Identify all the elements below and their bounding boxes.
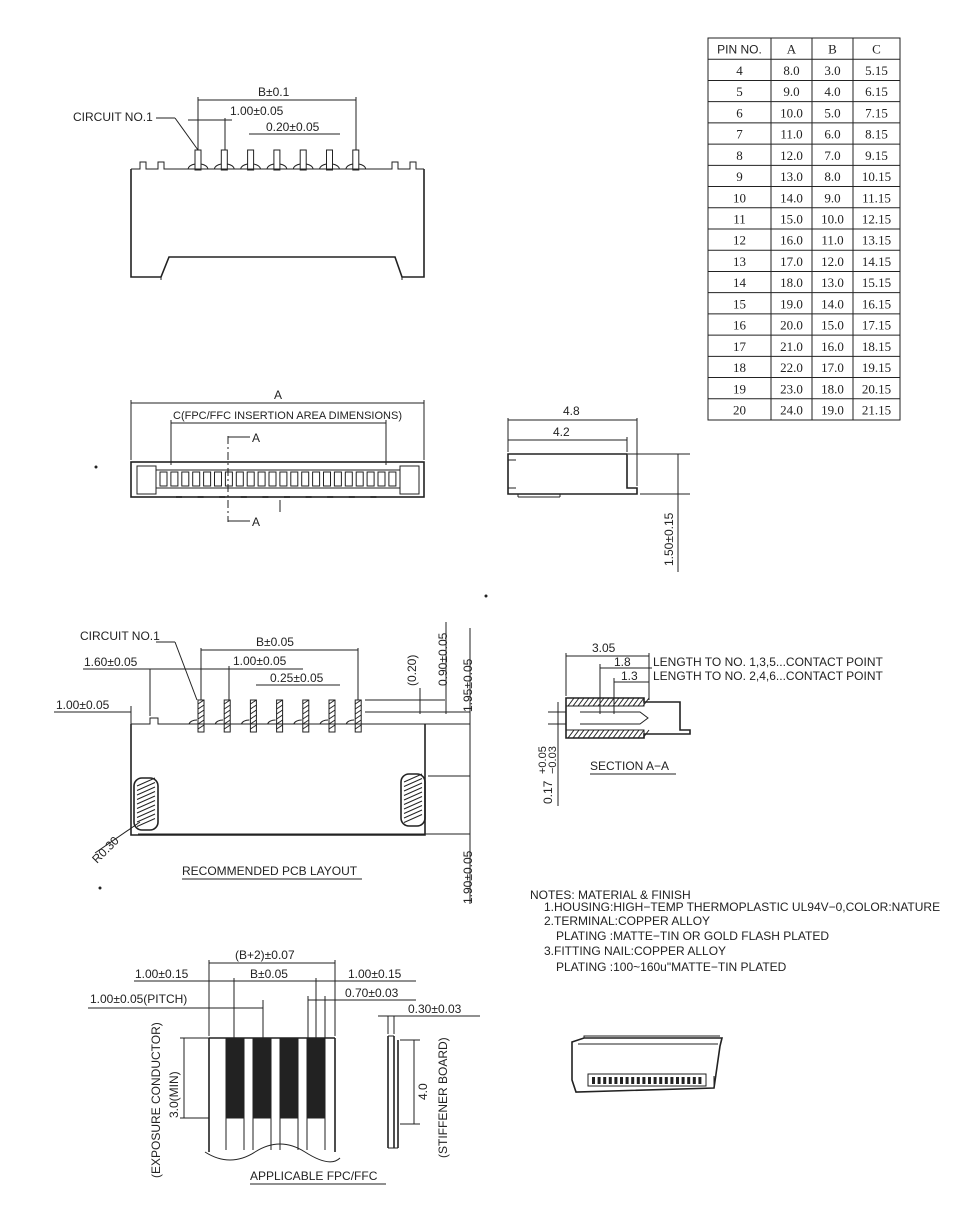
nail-hatch <box>404 779 422 787</box>
contact-slot <box>182 472 189 486</box>
contact-slot <box>356 472 363 486</box>
nail-hatch <box>404 806 422 814</box>
pin-notch <box>333 164 340 169</box>
pad-notch <box>346 720 354 724</box>
terminal-pin <box>195 150 201 170</box>
pcb-dim-pad-width-label: 0.25±0.05 <box>270 671 324 685</box>
nail-hatch <box>404 797 422 805</box>
contact-slot <box>334 472 341 486</box>
table-cell: 13.15 <box>861 232 892 248</box>
section-hatch-line <box>623 698 629 706</box>
terminal-pin <box>221 150 227 170</box>
notes-title: NOTES: MATERIAL & FINISH <box>530 888 691 902</box>
stray-mark <box>485 595 487 597</box>
table-cell: 13 <box>733 253 746 269</box>
table-cell: 17.0 <box>821 360 844 376</box>
dim-a-label: A <box>274 388 283 402</box>
pad-hatch <box>198 715 204 719</box>
pad-hatch <box>329 700 335 704</box>
pad-hatch <box>303 710 309 714</box>
fpc-conductor <box>280 1038 298 1118</box>
pad-hatch <box>277 705 283 709</box>
table-cell: 16 <box>733 317 746 333</box>
table-cell: 15.15 <box>861 275 892 291</box>
table-cell: 16.0 <box>821 338 844 354</box>
material-notes <box>530 888 940 974</box>
pcb-dim-b-label: B±0.05 <box>256 635 294 649</box>
table-cell: 11 <box>733 211 746 227</box>
front-view <box>131 388 424 529</box>
iso-contact <box>659 1077 662 1084</box>
fpc-title: APPLICABLE FPC/FFC <box>250 1169 378 1183</box>
pad-hatch <box>224 700 230 704</box>
pad-hatch <box>303 720 309 724</box>
pad-hatch <box>250 715 256 719</box>
table-cell: 19.15 <box>861 360 892 376</box>
pad-hatch <box>329 710 335 714</box>
iso-contact <box>682 1077 685 1084</box>
iso-contact <box>698 1077 701 1084</box>
section-hatch-line <box>578 730 584 738</box>
iso-contact <box>592 1077 595 1084</box>
pcb-radius-label: R0.30 <box>89 833 122 867</box>
table-cell: 18.0 <box>821 381 844 397</box>
table-cell: 16.15 <box>861 296 892 312</box>
table-cell: 12.0 <box>780 147 803 163</box>
pin-notch <box>306 164 313 169</box>
contact-slot <box>215 472 222 486</box>
iso-contact <box>626 1077 629 1084</box>
table-cell: 20.15 <box>861 381 892 397</box>
table-cell: 23.0 <box>780 381 803 397</box>
pad-hatch <box>224 710 230 714</box>
pad-hatch <box>198 710 204 714</box>
pin-notch <box>280 164 287 169</box>
pcb-layout <box>54 622 475 904</box>
table-cell: 6.15 <box>865 84 888 100</box>
pin-notch <box>293 164 300 169</box>
pad-hatch <box>303 700 309 704</box>
section-hatch-line <box>598 730 604 738</box>
table-cell: 8.15 <box>865 126 888 142</box>
pad-hatch <box>355 720 361 724</box>
applicable-fpc <box>88 948 480 1184</box>
table-cell: 5.15 <box>865 62 888 78</box>
pin-dimension-table <box>708 38 900 420</box>
section-hatch-line <box>583 730 589 738</box>
contact-slot <box>204 472 211 486</box>
pad-hatch <box>329 705 335 709</box>
sec-dim-2-label: 1.8 <box>614 655 631 669</box>
table-header-cell: A <box>786 41 797 57</box>
nail-hatch <box>137 810 155 818</box>
pad-notch <box>294 720 302 724</box>
iso-contact <box>670 1077 673 1084</box>
section-hatch-line <box>603 698 609 706</box>
pad-notch <box>215 720 223 724</box>
contact-slot <box>345 472 352 486</box>
section-mark-top: A <box>252 431 261 445</box>
dim-b-label: B±0.1 <box>258 85 290 99</box>
pad-hatch <box>277 720 283 724</box>
table-cell: 10.15 <box>861 169 892 185</box>
contact-slot <box>367 472 374 486</box>
pcb-dim-ref-label: (0.20) <box>405 654 419 686</box>
pad-hatch <box>250 705 256 709</box>
contact-slot <box>236 472 243 486</box>
contact-slot <box>313 472 320 486</box>
section-hatch-line <box>613 730 619 738</box>
fpc-stiffener-label: (STIFFENER BOARD) <box>436 1037 450 1158</box>
top-view <box>73 85 424 280</box>
section-hatch-line <box>633 730 639 738</box>
pad-hatch <box>277 710 283 714</box>
contact-slot <box>324 472 331 486</box>
table-cell: 19.0 <box>780 296 803 312</box>
iso-contact <box>676 1077 679 1084</box>
section-hatch-line <box>593 698 599 706</box>
section-hatch-line <box>608 730 614 738</box>
pad-hatch <box>224 715 230 719</box>
iso-contact <box>631 1077 634 1084</box>
section-hatch-line <box>593 730 599 738</box>
pad-hatch <box>198 720 204 724</box>
pin-notch <box>254 164 261 169</box>
section-hatch-line <box>578 698 584 706</box>
notes-line-5: PLATING :100~160u"MATTE−TIN PLATED <box>556 960 787 974</box>
iso-contact <box>654 1077 657 1084</box>
iso-contact <box>687 1077 690 1084</box>
iso-contact <box>603 1077 606 1084</box>
section-hatch-line <box>618 698 624 706</box>
contact-slot <box>160 472 167 486</box>
nail-hatch <box>137 801 155 809</box>
contact-slot <box>302 472 309 486</box>
sec-dim-thick-label: 0.17 <box>541 780 555 804</box>
notes-line-1: 1.HOUSING:HIGH−TEMP THERMOPLASTIC UL94V−0,COLOR:NATURE <box>544 900 941 914</box>
table-cell: 12 <box>733 232 746 248</box>
pcb-dim-pad-len-label: 0.90±0.05 <box>436 632 450 686</box>
pad-hatch <box>224 720 230 724</box>
contact-slot <box>193 472 200 486</box>
table-cell: 17.15 <box>861 317 892 333</box>
table-cell: 10.0 <box>780 105 803 121</box>
nail-hatch <box>404 774 422 782</box>
fpc-dim-thick-label: 0.30±0.03 <box>408 1002 462 1016</box>
table-cell: 6.0 <box>824 126 841 142</box>
table-cell: 17.0 <box>780 253 803 269</box>
pad-hatch <box>224 725 230 729</box>
nail-hatch <box>137 805 155 813</box>
pad-hatch <box>224 705 230 709</box>
table-cell: 9.15 <box>865 147 888 163</box>
fpc-exposure-label-1: (EXPOSURE CONDUCTOR) <box>149 1022 163 1178</box>
table-cell: 11.15 <box>862 190 891 206</box>
sec-dim-1-label: 3.05 <box>592 641 616 655</box>
sec-dim-3-label: 1.3 <box>621 669 638 683</box>
iso-contact <box>693 1077 696 1084</box>
table-cell: 24.0 <box>780 402 803 418</box>
pin-notch <box>188 164 195 169</box>
sec-tol-plus: +0.05 <box>537 746 549 774</box>
table-cell: 20.0 <box>780 317 803 333</box>
sec-tol-minus: −0.03 <box>547 746 559 774</box>
section-hatch-line <box>588 730 594 738</box>
nail-hatch <box>137 783 155 791</box>
table-cell: 13.0 <box>780 169 803 185</box>
nail-hatch <box>404 815 422 823</box>
dim-pitch-label: 1.00±0.05 <box>230 104 284 118</box>
pad-notch <box>320 720 328 724</box>
contact-slot <box>378 472 385 486</box>
sec-note-2: LENGTH TO NO. 2,4,6...CONTACT POINT <box>653 669 883 683</box>
table-cell: 15.0 <box>780 211 803 227</box>
pin-notch <box>320 164 327 169</box>
side-view <box>508 404 690 572</box>
table-cell: 10 <box>733 190 746 206</box>
section-hatch-line <box>568 730 574 738</box>
table-header-cell: PIN NO. <box>717 42 762 57</box>
table-cell: 15.0 <box>821 317 844 333</box>
section-hatch-line <box>573 730 579 738</box>
contact-slot <box>269 472 276 486</box>
pad-notch <box>189 720 197 724</box>
section-aa-title: SECTION A−A <box>590 759 670 773</box>
fpc-dim-left-label: 1.00±0.15 <box>135 967 189 981</box>
table-cell: 16.0 <box>780 232 803 248</box>
table-header-cell: C <box>872 41 881 57</box>
iso-contact <box>598 1077 601 1084</box>
pad-hatch <box>250 725 256 729</box>
table-cell: 19 <box>733 381 746 397</box>
pad-notch <box>241 720 249 724</box>
table-cell: 8.0 <box>824 169 841 185</box>
sec-note-1: LENGTH TO NO. 1,3,5...CONTACT POINT <box>653 655 883 669</box>
pad-hatch <box>303 705 309 709</box>
notes-line-4: 3.FITTING NAIL:COPPER ALLOY <box>544 944 727 958</box>
pcb-dim-left-margin-label: 1.60±0.05 <box>84 655 138 669</box>
section-mark-bottom: A <box>252 515 261 529</box>
contact-slot <box>225 472 232 486</box>
fpc-dim-b-label: B±0.05 <box>250 967 288 981</box>
contact-slot <box>258 472 265 486</box>
iso-contact <box>665 1077 668 1084</box>
pad-hatch <box>198 725 204 729</box>
fpc-conductor <box>253 1038 271 1118</box>
fpc-conductor <box>226 1038 244 1118</box>
table-header-cell: B <box>828 41 837 57</box>
table-cell: 7.0 <box>824 147 841 163</box>
table-cell: 18.15 <box>861 338 892 354</box>
pcb-dim-pitch-label: 1.00±0.05 <box>233 654 287 668</box>
section-hatch-line <box>583 698 589 706</box>
pad-hatch <box>329 715 335 719</box>
table-cell: 9.0 <box>824 190 841 206</box>
section-aa <box>537 641 883 806</box>
nail-hatch <box>404 801 422 809</box>
section-hatch-line <box>633 698 639 706</box>
pad-hatch <box>303 715 309 719</box>
terminal-pin <box>248 150 254 170</box>
table-cell: 11.0 <box>821 232 844 248</box>
pad-hatch <box>303 725 309 729</box>
iso-contact <box>609 1077 612 1084</box>
table-cell: 18 <box>733 360 746 376</box>
pad-hatch <box>355 700 361 704</box>
iso-contact <box>614 1077 617 1084</box>
section-hatch-line <box>603 730 609 738</box>
nail-hatch <box>137 787 155 795</box>
pad-hatch <box>198 700 204 704</box>
terminal-pin <box>353 150 359 170</box>
pad-notch <box>268 720 276 724</box>
nail-hatch <box>404 810 422 818</box>
section-hatch-line <box>608 698 614 706</box>
pad-hatch <box>250 710 256 714</box>
fpc-stiffener-len-label: 4.0 <box>416 1083 430 1100</box>
circuit-no-label-top: CIRCUIT NO.1 <box>73 110 153 124</box>
terminal-pin <box>274 150 280 170</box>
nail-hatch <box>137 814 155 822</box>
section-hatch-line <box>628 730 634 738</box>
fpc-dim-right-label: 1.00±0.15 <box>348 967 402 981</box>
pcb-dim-pad-total-label: 1.95±0.05 <box>461 658 475 712</box>
table-cell: 9.0 <box>783 84 800 100</box>
pad-hatch <box>329 725 335 729</box>
table-cell: 8 <box>736 147 743 163</box>
contact-slot <box>291 472 298 486</box>
pcb-dim-nail-label: 1.90±0.05 <box>461 850 475 904</box>
terminal-pin <box>327 150 333 170</box>
pcb-circuit-no-label: CIRCUIT NO.1 <box>80 629 160 643</box>
dim-c-label: C(FPC/FFC INSERTION AREA DIMENSIONS) <box>173 410 402 422</box>
table-cell: 13.0 <box>821 275 844 291</box>
pin-notch <box>201 164 208 169</box>
section-hatch-line <box>573 698 579 706</box>
fpc-dim-total-label: (B+2)±0.07 <box>235 948 295 962</box>
notes-line-3: PLATING :MATTE−TIN OR GOLD FLASH PLATED <box>556 929 830 943</box>
table-cell: 21.15 <box>861 402 892 418</box>
pin-notch <box>241 164 248 169</box>
table-cell: 4 <box>736 62 743 78</box>
pin-notch <box>227 164 234 169</box>
pad-hatch <box>277 700 283 704</box>
table-cell: 5 <box>736 84 743 100</box>
table-cell: 21.0 <box>780 338 803 354</box>
nail-hatch <box>404 788 422 796</box>
iso-contact <box>620 1077 623 1084</box>
section-hatch-line <box>598 698 604 706</box>
table-cell: 14.0 <box>821 296 844 312</box>
nail-hatch <box>137 792 155 800</box>
section-hatch-line <box>568 698 574 706</box>
stray-mark <box>95 466 97 468</box>
fpc-dim-pitch-label: 1.00±0.05(PITCH) <box>90 992 188 1006</box>
nail-hatch <box>137 778 155 786</box>
table-cell: 7.15 <box>865 105 888 121</box>
dim-depth-inner-label: 4.2 <box>553 425 570 439</box>
pcb-dim-edge-label: 1.00±0.05 <box>56 698 110 712</box>
table-cell: 15 <box>733 296 746 312</box>
iso-contact <box>648 1077 651 1084</box>
pad-hatch <box>250 700 256 704</box>
pin-notch <box>267 164 274 169</box>
table-cell: 22.0 <box>780 360 803 376</box>
table-cell: 11.0 <box>780 126 803 142</box>
pin-notch <box>359 164 366 169</box>
pad-hatch <box>355 705 361 709</box>
pad-hatch <box>277 715 283 719</box>
table-cell: 10.0 <box>821 211 844 227</box>
table-cell: 8.0 <box>783 62 800 78</box>
pad-hatch <box>250 720 256 724</box>
table-cell: 17 <box>733 338 746 354</box>
table-cell: 6 <box>736 105 743 121</box>
section-hatch-line <box>638 730 644 738</box>
section-hatch-line <box>628 698 634 706</box>
table-cell: 3.0 <box>824 62 841 78</box>
section-hatch-line <box>588 698 594 706</box>
nail-hatch <box>404 783 422 791</box>
stray-mark <box>99 887 101 889</box>
table-cell: 20 <box>733 402 746 418</box>
dim-height-label: 1.50±0.15 <box>662 512 676 566</box>
section-hatch-line <box>623 730 629 738</box>
section-hatch-line <box>638 698 644 706</box>
fpc-conductor <box>307 1038 325 1118</box>
pad-hatch <box>355 715 361 719</box>
iso-contact <box>637 1077 640 1084</box>
pad-hatch <box>277 725 283 729</box>
contact-slot <box>247 472 254 486</box>
notes-line-2: 2.TERMINAL:COPPER ALLOY <box>544 914 711 928</box>
table-cell: 18.0 <box>780 275 803 291</box>
contact-slot <box>389 472 396 486</box>
nail-hatch <box>137 796 155 804</box>
pin-notch <box>214 164 221 169</box>
contact-slot <box>171 472 178 486</box>
pin-notch <box>346 164 353 169</box>
pcb-layout-title: RECOMMENDED PCB LAYOUT <box>182 864 358 878</box>
fpc-dim-width-label: 0.70±0.03 <box>345 986 399 1000</box>
fpc-exposure-label-2: 3.0(MIN) <box>167 1071 181 1118</box>
table-cell: 12.0 <box>821 253 844 269</box>
table-cell: 14.15 <box>861 253 892 269</box>
iso-contact <box>642 1077 645 1084</box>
table-cell: 12.15 <box>861 211 892 227</box>
pad-hatch <box>355 710 361 714</box>
table-cell: 7 <box>736 126 743 142</box>
pad-hatch <box>198 705 204 709</box>
nail-hatch <box>404 792 422 800</box>
terminal-pin <box>300 150 306 170</box>
pad-hatch <box>329 720 335 724</box>
section-hatch-line <box>618 730 624 738</box>
table-cell: 19.0 <box>821 402 844 418</box>
table-cell: 9 <box>736 169 743 185</box>
table-cell: 14 <box>733 275 746 291</box>
table-cell: 5.0 <box>824 105 841 121</box>
table-cell: 4.0 <box>824 84 841 100</box>
dim-pin-width-label: 0.20±0.05 <box>266 120 320 134</box>
contact-slot <box>280 472 287 486</box>
connector-isometric <box>572 1036 722 1092</box>
pad-hatch <box>355 725 361 729</box>
table-cell: 14.0 <box>780 190 803 206</box>
dim-depth-outer-label: 4.8 <box>563 404 580 418</box>
